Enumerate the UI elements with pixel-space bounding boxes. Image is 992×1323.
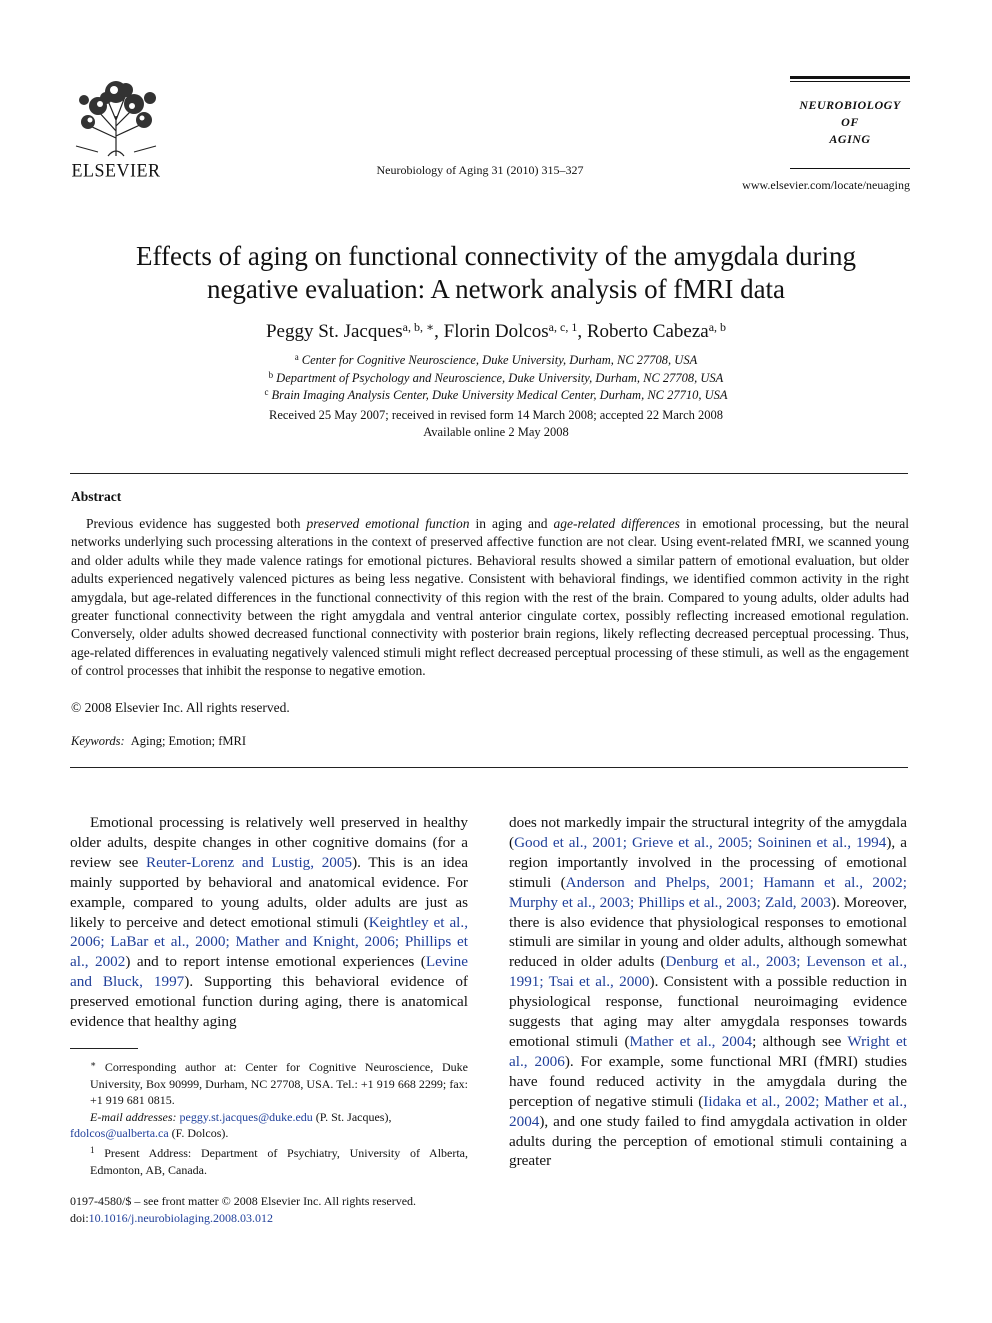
doi-line xyxy=(70,1210,490,1227)
citation-link[interactable]: Reuter-Lorenz and Lustig, 2005 xyxy=(146,853,353,871)
citation-link[interactable]: Keightley et al., 2006; LaBar et al., 2000; Mather and Knight, 2006; Phillips et al., 2002 xyxy=(70,913,468,971)
footnotes xyxy=(70,1056,468,1178)
keywords-label: Keywords: xyxy=(71,734,125,748)
body-text: does not markedly impair the structural integrity of the amygdala ( xyxy=(509,814,907,851)
author-marks[interactable]: a, b, ∗ xyxy=(402,320,435,334)
affiliation-text: Brain Imaging Analysis Center, Duke University Medical Center, Durham, NC 27710, USA xyxy=(271,388,728,402)
issn-line: 0197-4580/$ – see front matter © 2008 Elsevier Inc. All rights reserved. xyxy=(70,1194,417,1208)
affiliation xyxy=(80,370,912,386)
publisher-logo xyxy=(68,76,164,180)
author-marks[interactable]: a, c, 1 xyxy=(548,320,578,334)
body-column-right xyxy=(509,813,907,1171)
abstract-copyright: © 2008 Elsevier Inc. All rights reserved. xyxy=(71,700,290,715)
citation-link[interactable]: Denburg et al., 2003; Levenson et al., 1991; Tsai et al., 2000 xyxy=(509,953,907,991)
corresponding-footnote xyxy=(70,1056,468,1109)
affiliation-mark: c xyxy=(264,387,269,397)
citation-link[interactable]: Iidaka et al., 2002; Mather et al., 2004 xyxy=(509,1092,907,1130)
abstract-emphasis: preserved emotional function xyxy=(306,516,470,531)
abstract-heading: Abstract xyxy=(71,489,122,504)
footnote-text: Present Address: Department of Psychiatry, University of Alberta, Edmonton, AB, Canada. xyxy=(90,1145,469,1177)
body-text: ), a region importantly involved in the processing of emotional stimuli ( xyxy=(509,833,907,891)
abstract-segment: in aging and xyxy=(469,516,554,531)
email-owner: (P. St. Jacques), xyxy=(312,1109,392,1124)
body-text: Emotional processing is relatively well preserved in healthy older adults, despite changes in other cognitive domains (for a review see xyxy=(70,814,468,871)
email-footnote xyxy=(70,1109,468,1126)
affiliation-mark: a xyxy=(294,352,299,362)
issn-block xyxy=(70,1193,490,1227)
body-text: ). Moreover, there is also evidence that physiological responses to emotional stimuli are similar in young and older adults, although somewhat reduced in older adults ( xyxy=(509,893,907,971)
doi-label: doi: xyxy=(70,1211,89,1225)
email-owner: (F. Dolcos). xyxy=(168,1126,229,1141)
title-line: Effects of aging on functional connectivity of the amygdala during xyxy=(135,241,857,271)
footnote-mark: 1 xyxy=(90,1144,95,1155)
article-title xyxy=(80,240,912,306)
publisher-wordmark: ELSEVIER xyxy=(71,159,161,181)
citation-link[interactable]: Good et al., 2001; Grieve et al., 2005; Soininen et al., 1994 xyxy=(514,833,887,851)
journal-name-line: NEUROBIOLOGY xyxy=(799,98,901,112)
brand-rule-bottom xyxy=(790,168,910,169)
journal-brand xyxy=(790,76,910,169)
keywords xyxy=(71,734,246,749)
abstract-rule-top xyxy=(70,473,908,474)
abstract-emphasis: age-related differences xyxy=(553,516,680,531)
body-text: ) and to report intense emotional experiences ( xyxy=(125,953,426,971)
citation-link[interactable]: Mather et al., 2004 xyxy=(629,1032,753,1050)
abstract-segment: Previous evidence has suggested both xyxy=(86,516,307,531)
author-marks[interactable]: a, b xyxy=(708,320,727,334)
footnote-mark: ∗ xyxy=(90,1059,97,1069)
body-text: ), and one study failed to find amygdala activation in older adults during the perception of emotional stimuli containing a greater xyxy=(509,1112,907,1170)
received-dates: Received 25 May 2007; received in revised form 14 March 2008; accepted 22 March 2008 xyxy=(268,408,724,422)
journal-url-link[interactable]: www.elsevier.com/locate/neuaging xyxy=(742,178,910,192)
author-name[interactable]: Peggy St. Jacques xyxy=(265,321,403,342)
abstract-text xyxy=(71,515,909,681)
author-name[interactable]: Florin Dolcos xyxy=(443,321,549,342)
author-name[interactable]: Roberto Cabeza xyxy=(586,321,709,342)
doi-link[interactable]: 10.1016/j.neurobiolaging.2008.03.012 xyxy=(88,1211,273,1225)
keywords-list: Aging; Emotion; fMRI xyxy=(130,734,246,748)
citation-link[interactable]: Anderson and Phelps, 2001; Hamann et al., 2002; Murphy et al., 2003; Phillips et al., 2003; Zald, 2003 xyxy=(509,873,907,911)
present-address-footnote xyxy=(70,1142,468,1178)
title-line: negative evaluation: A network analysis of fMRI data xyxy=(206,274,786,304)
affiliation xyxy=(80,352,912,368)
email-link[interactable]: peggy.st.jacques@duke.edu xyxy=(179,1109,313,1124)
body-text: ). This is an idea mainly supported by behavioral and anatomical evidence. For example, compared to young adults, older adults are just as likely to perceive and detect emotional stimuli ( xyxy=(70,853,469,931)
available-online: Available online 2 May 2008 xyxy=(423,425,569,439)
brand-rule-top-thin xyxy=(790,81,910,82)
email-label: E-mail addresses: xyxy=(90,1109,177,1124)
body-column-left xyxy=(70,813,468,1032)
affiliation-text: Department of Psychology and Neuroscience, Duke University, Durham, NC 27708, USA xyxy=(276,371,724,385)
footnote-rule xyxy=(70,1048,138,1049)
email-link[interactable]: fdolcos@ualberta.ca xyxy=(70,1126,169,1141)
email-footnote-cont xyxy=(70,1125,468,1142)
citation-link[interactable]: Levine and Bluck, 1997 xyxy=(70,953,468,991)
elsevier-tree-icon xyxy=(68,76,164,160)
brand-rule-top xyxy=(790,76,910,79)
journal-name-line: AGING xyxy=(829,132,871,146)
footnote-text: Corresponding author at: Center for Cognitive Neuroscience, Duke University, Box 90999, Durham, NC 27708, USA. Tel.: +1 919 668 2299; fax: +1 919 681 0815. xyxy=(90,1060,469,1108)
affiliation-mark: b xyxy=(268,370,274,380)
author-list: Peggy St. Jacques$^{a, b, ∗}$, Florin Dolcos$^{a, c, 1}$, Roberto Cabeza$^{a, b}$ xyxy=(265,320,727,342)
journal-name xyxy=(790,97,910,148)
citation-link[interactable]: Wright et al., 2006 xyxy=(509,1032,907,1070)
body-text: ). For example, some functional MRI (fMRI) studies have found reduced activity in the amygdala during the perception of negative stimuli ( xyxy=(509,1052,907,1110)
journal-citation: Neurobiology of Aging 31 (2010) 315–327 xyxy=(376,163,584,177)
affiliation-text: Center for Cognitive Neuroscience, Duke University, Durham, NC 27708, USA xyxy=(301,353,698,367)
affiliation xyxy=(80,387,912,403)
body-text: ; although see xyxy=(752,1032,848,1050)
body-text: ). Supporting this behavioral evidence of preserved emotional function during aging, there is anatomical evidence that healthy aging xyxy=(70,973,468,1031)
abstract-segment: in emotional processing, but the neural networks underlying such processing alterations in the context of preserved affective function are not clear. Using event-related fMRI, we scanned young and older adults while they made valence ratings for emotional pictures. Behavioral results showed a similar pattern of emotional evaluation, but older adults experienced negatively valenced pictures as being less negative. Consistent with behavioral findings, we identified common activity in the right amygdala, but age-related differences in the functional connectivity of this region with the rest of the brain. Compared to young adults, older adults had greater functional connectivity between the right amygdala and ventral anterior cingulate cortex, possibly reflecting increased emotional regulation. Conversely, older adults showed decreased functional connectivity with posterior brain regions, likely reflecting decreased perceptual processing. Thus, age-related differences in evaluating negatively valenced stimuli might reflect decreased perceptual processing of these stimuli, as well as the engagement of control processes that inhibit the response to negative emotion. xyxy=(71,516,910,679)
body-text: ). Consistent with a possible reduction in physiological response, functional neuroimaging evidence suggests that aging may alter amygdala responses towards emotional stimuli ( xyxy=(509,973,908,1050)
journal-name-line: OF xyxy=(841,115,859,129)
abstract-rule-bottom xyxy=(70,767,908,768)
